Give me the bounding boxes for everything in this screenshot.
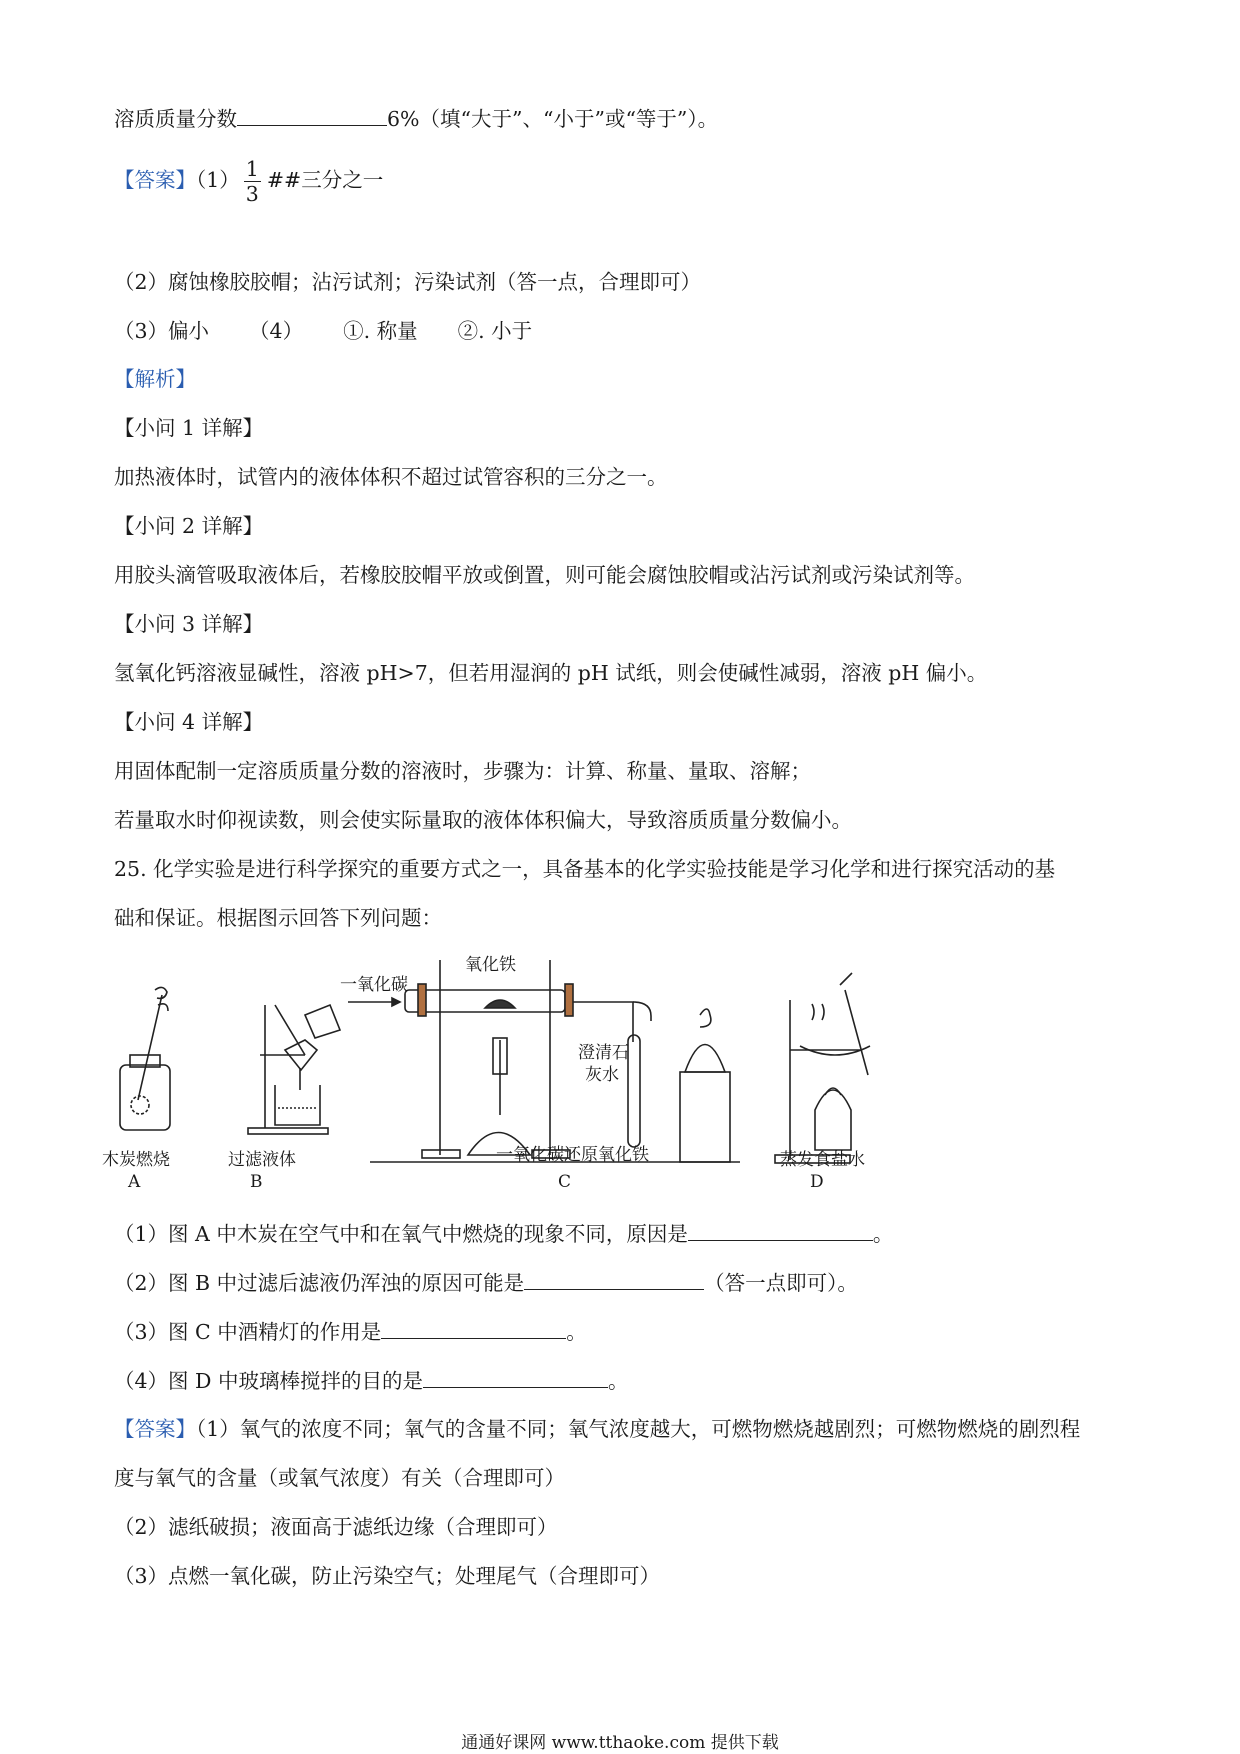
sub-question-heading: 【小问 3 详解】 <box>114 612 264 636</box>
sub-question-heading: 【小问 4 详解】 <box>114 710 264 734</box>
answer-blank <box>237 103 387 126</box>
sub-question-2 <box>114 1267 858 1298</box>
sub-question-heading: 【小问 2 详解】 <box>114 514 264 538</box>
page-footer: 通通好课网 www.tthaoke.com 提供下载 <box>461 1733 779 1753</box>
fraction <box>244 157 261 206</box>
line-text: 。 <box>566 1320 587 1344</box>
fraction-numerator: 1 <box>245 157 259 181</box>
answer-blank <box>688 1218 873 1241</box>
answer-tag: 【答案】 <box>114 168 196 192</box>
question-25-stem: 25. 化学实验是进行科学探究的重要方式之一，具备基本的化学实验技能是学习化学和进行探究活动的基 <box>114 857 1056 881</box>
limewater-label: 灰水 <box>585 1065 619 1085</box>
analysis-tag: 【解析】 <box>114 367 196 391</box>
caption-a: 木炭燃烧 <box>102 1150 170 1170</box>
question-line-1 <box>114 103 718 134</box>
answer-line-2: （2）腐蚀橡胶胶帽；沾污试剂；污染试剂（答一点，合理即可） <box>114 270 702 294</box>
line-text: （3）图 C 中酒精灯的作用是 <box>114 1320 382 1344</box>
line-text: 。 <box>608 1369 629 1393</box>
answer-blank <box>381 1316 566 1339</box>
line-text: （1）图 A 中木炭在空气中和在氧气中燃烧的现象不同，原因是 <box>114 1222 688 1246</box>
answer-line-3 <box>114 316 532 346</box>
caption-b: 过滤液体 <box>228 1150 296 1170</box>
line-text: 。 <box>872 1222 894 1246</box>
limewater-label: 澄清石 <box>578 1043 629 1063</box>
line-text: ##三分之一 <box>266 168 384 192</box>
line-text: ②. 小于 <box>457 319 533 343</box>
line-text: 溶质质量分数 <box>114 107 237 131</box>
evaporation-apparatus-icon <box>775 973 870 1163</box>
caption-c: 一氧化碳还原氧化铁 <box>496 1145 649 1165</box>
answer-blank <box>524 1267 704 1290</box>
explanation-text: 用固体配制一定溶质质量分数的溶液时，步骤为：计算、称量、量取、溶解； <box>114 759 811 783</box>
answer-25-line-2: （2）滤纸破损；液面高于滤纸边缘（合理即可） <box>114 1515 558 1539</box>
answer-25-line-1 <box>114 1414 1080 1444</box>
caption-letter-d: D <box>810 1172 824 1192</box>
line-text: （4）图 D 中玻璃棒搅拌的目的是 <box>114 1369 424 1393</box>
sub-question-heading: 【小问 1 详解】 <box>114 416 264 440</box>
answer-25-line-1b: 度与氧气的含量（或氧气浓度）有关（合理即可） <box>114 1466 565 1490</box>
line-text: （3）偏小 <box>114 319 210 343</box>
answer-tag: 【答案】 <box>114 1417 196 1441</box>
line-text: （答一点即可）。 <box>704 1271 858 1295</box>
line-text: （2）图 B 中过滤后滤液仍浑浊的原因可能是 <box>114 1271 525 1295</box>
question-25-stem: 础和保证。根据图示回答下列问题： <box>114 906 442 930</box>
experiment-figure <box>100 950 980 1200</box>
line-text: ①. 称量 <box>343 319 418 343</box>
explanation-text: 氢氧化钙溶液显碱性，溶液 pH>7，但若用湿润的 pH 试纸，则会使碱性减弱，溶液 pH 偏小。 <box>114 661 988 685</box>
caption-letter-b: B <box>250 1172 263 1192</box>
line-text: （4） <box>249 319 304 343</box>
explanation-text: 加热液体时，试管内的液体体积不超过试管容积的三分之一。 <box>114 465 668 489</box>
sub-question-4 <box>114 1365 629 1396</box>
iron-oxide-label: 氧化铁 <box>465 955 516 975</box>
caption-d: 蒸发食盐水 <box>780 1150 865 1170</box>
answer-line-1 <box>114 150 383 210</box>
line-text: （1） <box>196 168 240 192</box>
explanation-text: 若量取水时仰视读数，则会使实际量取的液体体积偏大，导致溶质质量分数偏小。 <box>114 808 852 832</box>
line-text: （1）氧气的浓度不同；氧气的含量不同；氧气浓度越大，可燃物燃烧越剧烈；可燃物燃烧的剧烈程 <box>196 1417 1081 1441</box>
line-text: 6%（填“大于”、“小于”或“等于”）。 <box>387 107 719 131</box>
co-label: 一氧化碳 <box>340 975 408 995</box>
filtration-apparatus-icon <box>248 1005 340 1134</box>
charcoal-burning-apparatus-icon <box>120 987 170 1130</box>
answer-25-line-3: （3）点燃一氧化碳，防止污染空气；处理尾气（合理即可） <box>114 1564 661 1588</box>
explanation-text: 用胶头滴管吸取液体后，若橡胶胶帽平放或倒置，则可能会腐蚀胶帽或沾污试剂或污染试剂等。 <box>114 563 975 587</box>
fraction-denominator: 3 <box>245 182 259 206</box>
sub-question-3 <box>114 1316 587 1347</box>
answer-blank <box>423 1365 608 1388</box>
sub-question-1 <box>114 1218 893 1249</box>
caption-letter-a: A <box>128 1172 141 1192</box>
caption-letter-c: C <box>558 1172 572 1192</box>
